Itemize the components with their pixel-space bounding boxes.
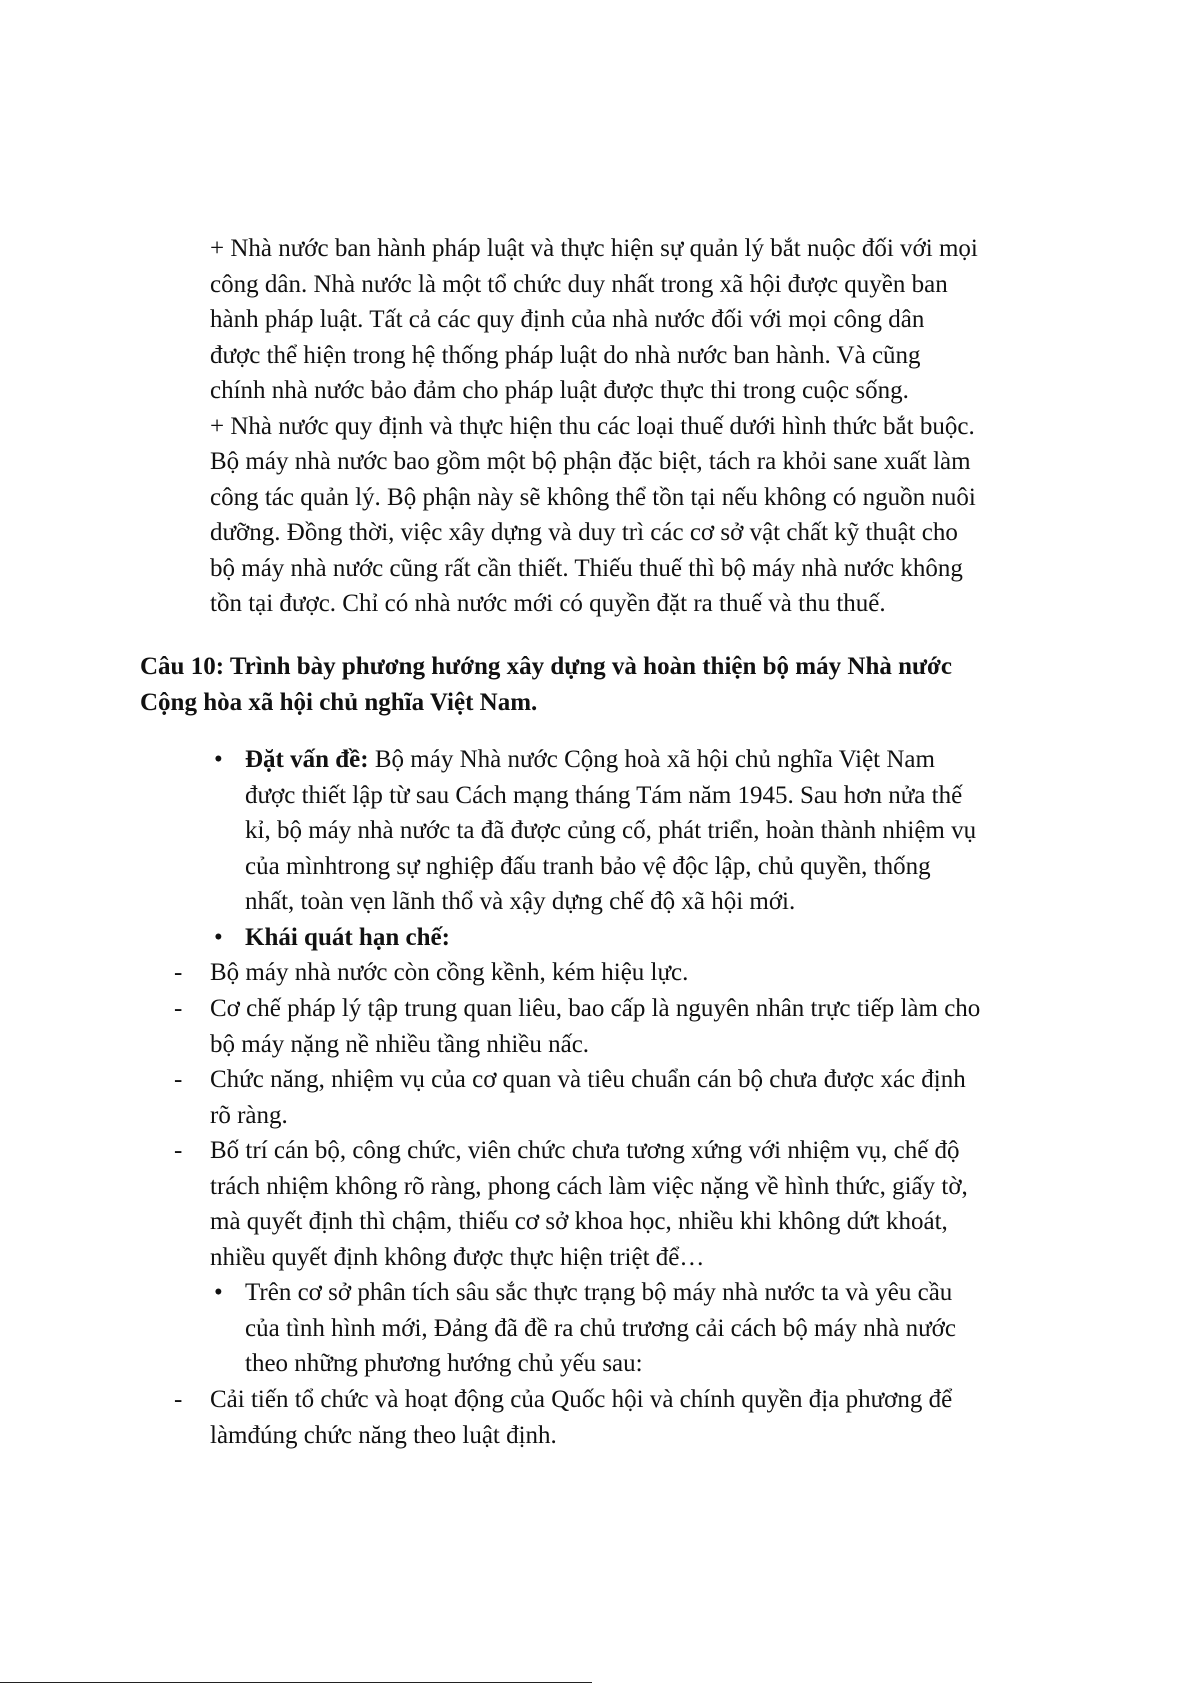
- question-heading: [140, 649, 1060, 720]
- text-line: Bộ máy nhà nước còn cồng kềnh, kém hiệu lực.: [210, 959, 689, 986]
- text-line: + Nhà nước ban hành pháp luật và thực hiện sự quản lý bắt nuộc đối với mọi: [210, 235, 978, 262]
- text-line: của mìnhtrong sự nghiệp đấu tranh bảo vệ độc lập, chủ quyền, thống: [245, 852, 931, 880]
- text-line: công tác quản lý. Bộ phận này sẽ không thể tồn tại nếu không có nguồn nuôi: [210, 483, 976, 511]
- text-line: của tình hình mới, Đảng đã đề ra chủ trương cải cách bộ máy nhà nước: [245, 1314, 956, 1342]
- text-line: + Nhà nước quy định và thực hiện thu các loại thuế dưới hình thức bắt buộc.: [210, 412, 975, 440]
- text-line: rõ ràng.: [210, 1101, 288, 1129]
- limitation-item: [174, 991, 1060, 1062]
- text-line: tồn tại được. Chỉ có nhà nước mới có quyền đặt ra thuế và thu thuế.: [210, 590, 886, 617]
- text-line: trách nhiệm không rõ ràng, phong cách làm việc nặng về hình thức, giấy tờ,: [210, 1172, 968, 1200]
- text-line: theo những phương hướng chủ yếu sau:: [245, 1350, 643, 1377]
- bullet-icon: •: [214, 746, 223, 773]
- text-line: được thiết lập từ sau Cách mạng tháng Tám năm 1945. Sau hơn nửa thế: [245, 781, 963, 809]
- text-line: Cơ chế pháp lý tập trung quan liêu, bao cấp là nguyên nhân trực tiếp làm cho: [210, 995, 981, 1022]
- text-line: làmđúng chức năng theo luật định.: [210, 1421, 557, 1449]
- text-line: Trên cơ sở phân tích sâu sắc thực trạng bộ máy nhà nước ta và yêu cầu: [245, 1279, 953, 1306]
- text-line: kỉ, bộ máy nhà nước ta đã được củng cố, phát triển, hoàn thành nhiệm vụ: [245, 817, 977, 844]
- bullet-dat-van-de: [214, 742, 1060, 920]
- text-line: dưỡng. Đồng thời, việc xây dựng và duy trì các cơ sở vật chất kỹ thuật cho: [210, 519, 958, 546]
- dash-icon: -: [174, 1137, 183, 1164]
- limitation-item: [174, 1062, 1060, 1133]
- text-line: Bộ máy nhà nước bao gồm một bộ phận đặc biệt, tách ra khỏi sane xuất làm: [210, 448, 971, 475]
- dash-icon: -: [174, 995, 183, 1022]
- dash-icon: -: [174, 1066, 183, 1093]
- bullet-icon: •: [214, 1279, 223, 1306]
- bullet-icon: •: [214, 924, 223, 951]
- dash-icon: -: [174, 959, 183, 986]
- text-line: bộ máy nhà nước cũng rất cần thiết. Thiếu thuế thì bộ máy nhà nước không: [210, 554, 963, 582]
- text-line: được thể hiện trong hệ thống pháp luật do nhà nước ban hành. Và cũng: [210, 341, 921, 369]
- dash-icon: -: [174, 1386, 183, 1413]
- heading-line: Câu 10: Trình bày phương hướng xây dựng và hoàn thiện bộ máy Nhà nước: [140, 653, 952, 680]
- bullet-khai-quat-han-che: [214, 920, 1060, 956]
- limitation-item: [174, 955, 1060, 991]
- text-line: Chức năng, nhiệm vụ của cơ quan và tiêu chuẩn cán bộ chưa được xác định: [210, 1066, 966, 1093]
- page-bottom-rule: [0, 1682, 592, 1683]
- limitation-item: [174, 1133, 1060, 1275]
- intro-paragraph: [210, 231, 1055, 622]
- text-line: hành pháp luật. Tất cả các quy định của nhà nước đối với mọi công dân: [210, 306, 925, 333]
- text-line: Bộ máy Nhà nước Cộng hoà xã hội chủ nghĩa Việt Nam: [368, 746, 935, 773]
- text-line: công dân. Nhà nước là một tổ chức duy nhất trong xã hội được quyền ban: [210, 270, 948, 298]
- text-line: chính nhà nước bảo đảm cho pháp luật được thực thi trong cuộc sống.: [210, 377, 909, 404]
- direction-item: [174, 1382, 1060, 1453]
- text-line: nhiều quyết định không được thực hiện triệt để…: [210, 1243, 705, 1271]
- text-line: bộ máy nặng nề nhiều tầng nhiều nấc.: [210, 1030, 590, 1058]
- text-line: nhất, toàn vẹn lãnh thổ và xậy dựng chế độ xã hội mới.: [245, 888, 796, 915]
- heading-line: Cộng hòa xã hội chủ nghĩa Việt Nam.: [140, 688, 538, 716]
- bullet-label: Khái quát hạn chế:: [245, 924, 450, 951]
- bullet-label: Đặt vấn đề:: [245, 746, 369, 773]
- text-line: Cải tiến tổ chức và hoạt động của Quốc hội và chính quyền địa phương để: [210, 1386, 953, 1413]
- text-line: Bố trí cán bộ, công chức, viên chức chưa tương xứng với nhiệm vụ, chế độ: [210, 1137, 960, 1164]
- text-line: mà quyết định thì chậm, thiếu cơ sở khoa học, nhiều khi không dứt khoát,: [210, 1208, 948, 1235]
- bullet-tren-co-so: [214, 1275, 1060, 1382]
